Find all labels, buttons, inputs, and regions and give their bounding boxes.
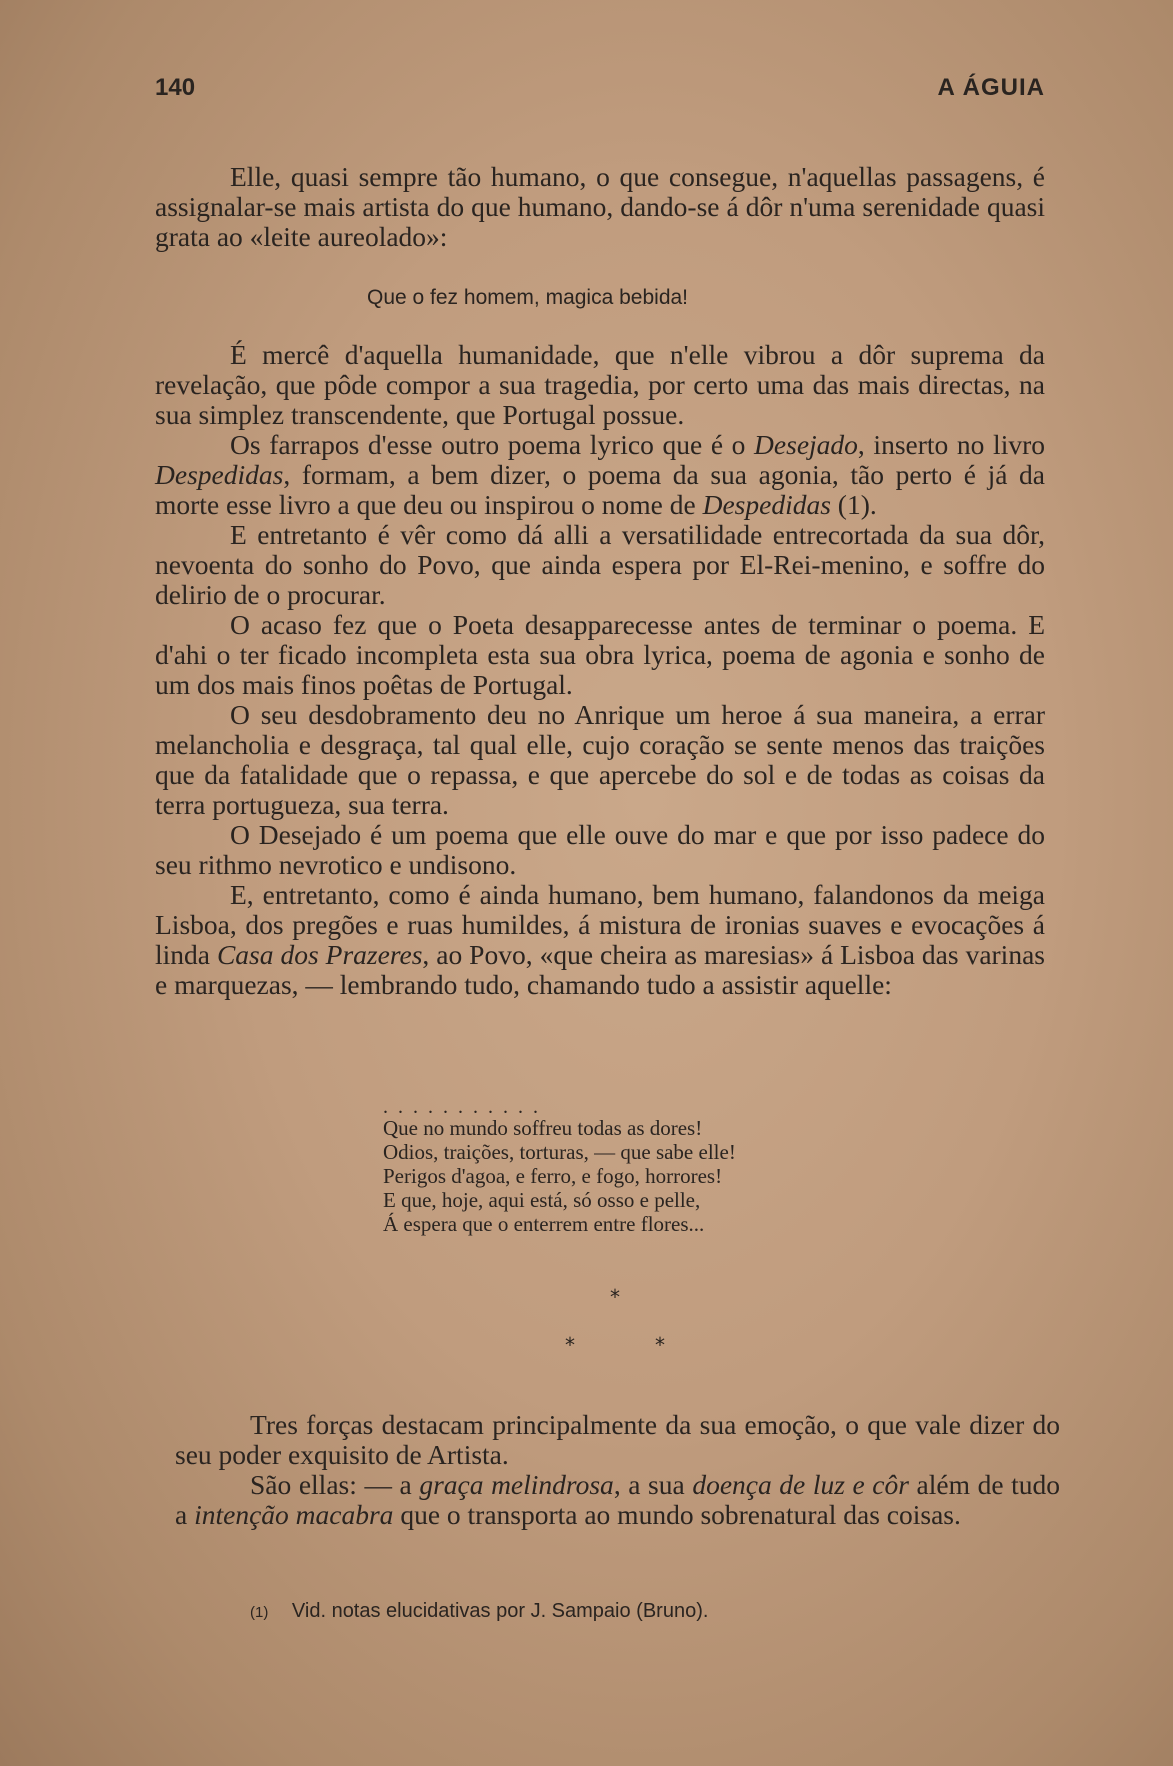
asterisk: * xyxy=(655,1333,665,1357)
paragraph: Elle, quasi sempre tão humano, o que consegue, n'aquellas passagens, é assignalar-se mais artista do que humano, dando-se á dôr n'uma serenidade quasi grata ao «leite aureolado»: xyxy=(155,161,1045,252)
paragraph: O seu desdobramento deu no Anrique um heroe á sua maneira, a errar melancholia e desgraça, tal qual elle, cujo coração se sente menos das traições que da fatalidade que o repassa, e que apercebe do sol e de todas as coisas da terra portugueza, sua terra. xyxy=(155,699,1045,820)
paragraph: É mercê d'aquella humanidade, que n'elle vibrou a dôr suprema da revelação, que pôde compor a sua tragedia, por certo uma das mais directas, na sua simplez transcendente, que Portugal possue. xyxy=(155,339,1045,430)
verse-quotation xyxy=(383,1096,736,1236)
verse-line: Perigos d'agoa, e ferro, e fogo, horrores! xyxy=(383,1164,723,1188)
footnote-mark: (1) xyxy=(250,1604,269,1621)
asterisk: * xyxy=(610,1285,620,1309)
paragraph-text: Os farrapos d'esse outro poema lyrico que é o Desejado, inserto no livro Despedidas, formam, a bem dizer, o poema da sua agonia, tão perto é já da morte esse livro a que deu ou inspirou o nome de Despedidas (1). xyxy=(155,429,1045,520)
asterisk: * xyxy=(565,1333,575,1357)
italic-title: intenção macabra xyxy=(194,1499,394,1530)
italic-title: Desejado xyxy=(754,429,858,460)
verse-line: Odios, traições, torturas, — que sabe elle! xyxy=(383,1140,736,1164)
quoted-line: Que o fez homem, magica bebida! xyxy=(367,286,689,309)
verse-line: E que, hoje, aqui está, só osso e pelle, xyxy=(383,1188,701,1212)
paragraph xyxy=(155,430,1045,520)
italic-title: Despedidas xyxy=(155,459,284,490)
paragraph: Tres forças destacam principalmente da sua emoção, o que vale dizer do seu poder exquisito de Artista. xyxy=(175,1409,1060,1470)
italic-title: Casa dos Prazeres xyxy=(216,939,423,970)
verse-line: Que no mundo soffreu todas as dores! xyxy=(383,1116,703,1140)
paragraph: São ellas: — a graça melindrosa, a sua doença de luz e côr além de tudo a intenção macabra que o transporta ao mundo sobrenatural das coisas. xyxy=(175,1469,1061,1530)
italic-title: Despedidas xyxy=(702,489,831,520)
italic-title: doença de luz e côr xyxy=(692,1469,909,1500)
section-asterism xyxy=(540,1285,690,1365)
page-number: 140 xyxy=(155,74,196,101)
paragraph: E, entretanto, como é ainda humano, bem humano, falandonos da meiga Lisboa, dos pregões e ruas humildes, á mistura de ironias suaves e evocações á linda Casa dos Prazeres, ao Povo, «que cheira as maresias» á Lisboa das varinas e marquezas, — lembrando tudo, chamando tudo a assistir aquelle: xyxy=(155,879,1045,1000)
running-header xyxy=(155,74,1045,114)
footnote-text: Vid. notas elucidativas por J. Sampaio (Bruno). xyxy=(291,1600,709,1622)
paragraph: O Desejado é um poema que elle ouve do mar e que por isso padece do seu rithmo nevrotico e undisono. xyxy=(155,819,1045,880)
italic-title: graça melindrosa xyxy=(419,1469,614,1500)
paragraph: E entretanto é vêr como dá alli a versatilidade entrecortada da sua dôr, nevoenta do sonho do Povo, que ainda espera por El-Rei-menino, e soffre do delirio de o procurar. xyxy=(155,519,1045,610)
text-block-top xyxy=(155,162,1045,252)
text-block-main xyxy=(155,340,1045,1000)
journal-title: A ÁGUIA xyxy=(937,74,1045,101)
verse-line: Á espera que o enterrem entre flores... xyxy=(383,1212,705,1236)
text-block-bottom xyxy=(175,1410,1060,1530)
verse-ellipsis: ........... xyxy=(383,1096,548,1118)
paragraph: O acaso fez que o Poeta desapparecesse antes de terminar o poema. E d'ahi o ter ficado incompleta esta sua obra lyrica, poema de agonia e sonho de um dos mais finos poêtas de Portugal. xyxy=(155,609,1045,700)
footnote xyxy=(250,1600,708,1623)
